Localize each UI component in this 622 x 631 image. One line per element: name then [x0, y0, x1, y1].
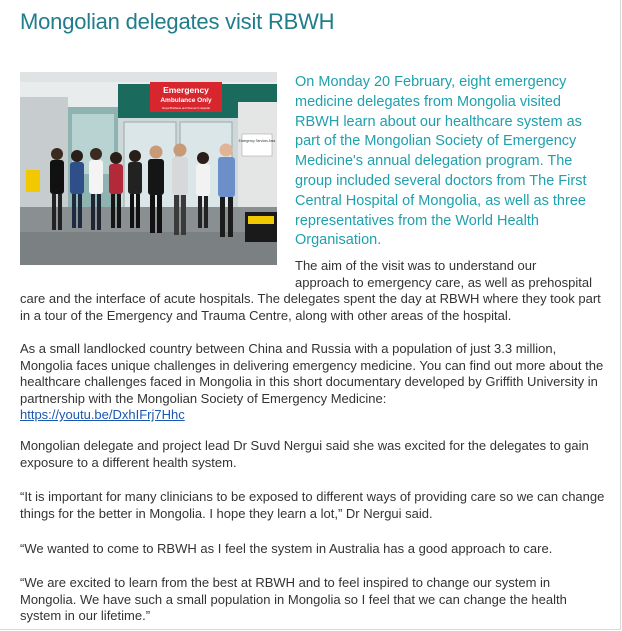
paragraph-aim-line2: approach to emergency care, as well as prehospital — [295, 274, 592, 290]
sign-line2: Ambulance Only — [160, 97, 212, 104]
group-photo — [20, 72, 277, 265]
group-photo-illustration — [20, 72, 277, 265]
article-title: Mongolian delegates visit RBWH — [20, 9, 335, 34]
paragraph-mongolia-text: As a small landlocked country between China and Russia with a population of just 3.3 million, Mongolia faces unique challenges in delivering emergency medicine. You can find out more about the healthcare challenges faced in Mongolia in this short documentary developed by Griffith University in partnership with the Mongolian Society of Emergency Medicine: — [20, 341, 604, 406]
paragraph-aim-line1: The aim of the visit was to understand our — [295, 258, 537, 273]
documentary-link[interactable]: https://youtu.be/DxhIFrj7Hhc — [20, 407, 185, 422]
sign-small: Royal Brisbane and Women's Hospital — [162, 106, 210, 110]
paragraph-aim-rest: care and the interface of acute hospitals. The delegates spent the day at RBWH where they took part in a tour of the Emergency and Trauma Centre, along with other areas of the hospital. — [20, 291, 601, 323]
paragraph-aim-start — [295, 258, 600, 291]
side-sign: Emergency Services Area — [238, 139, 276, 143]
quote-inspired: “We are excited to learn from the best at RBWH and to feel inspired to change our system in Mongolia. We have such a small population in Mongolia so I feel that we can change the health system in our lifetime.” — [20, 575, 567, 623]
quote-clinicians: “It is important for many clinicians to be exposed to different ways of providing care so we can change things for the better in Mongolia. I hope they learn a lot,” Dr Nergui said. — [20, 489, 605, 521]
sign-line1: Emergency — [163, 85, 209, 95]
paragraph-mongolia — [20, 341, 610, 424]
paragraph-nergui: Mongolian delegate and project lead Dr Suvd Nergui said she was excited for the delegates to gain exposure to a different health system. — [20, 438, 589, 470]
quote-rbwh: “We wanted to come to RBWH as I feel the system in Australia has a good approach to care. — [20, 541, 553, 556]
lead-paragraph: On Monday 20 February, eight emergency medicine delegates from Mongolia visited RBWH learn about our healthcare system as part of the Mongolian Society of Emergency Medicine's annual delegation program. The group included several doctors from The First Central Hospital of Mongolia, as well as three representatives from the World Health Organisation. — [295, 74, 587, 249]
